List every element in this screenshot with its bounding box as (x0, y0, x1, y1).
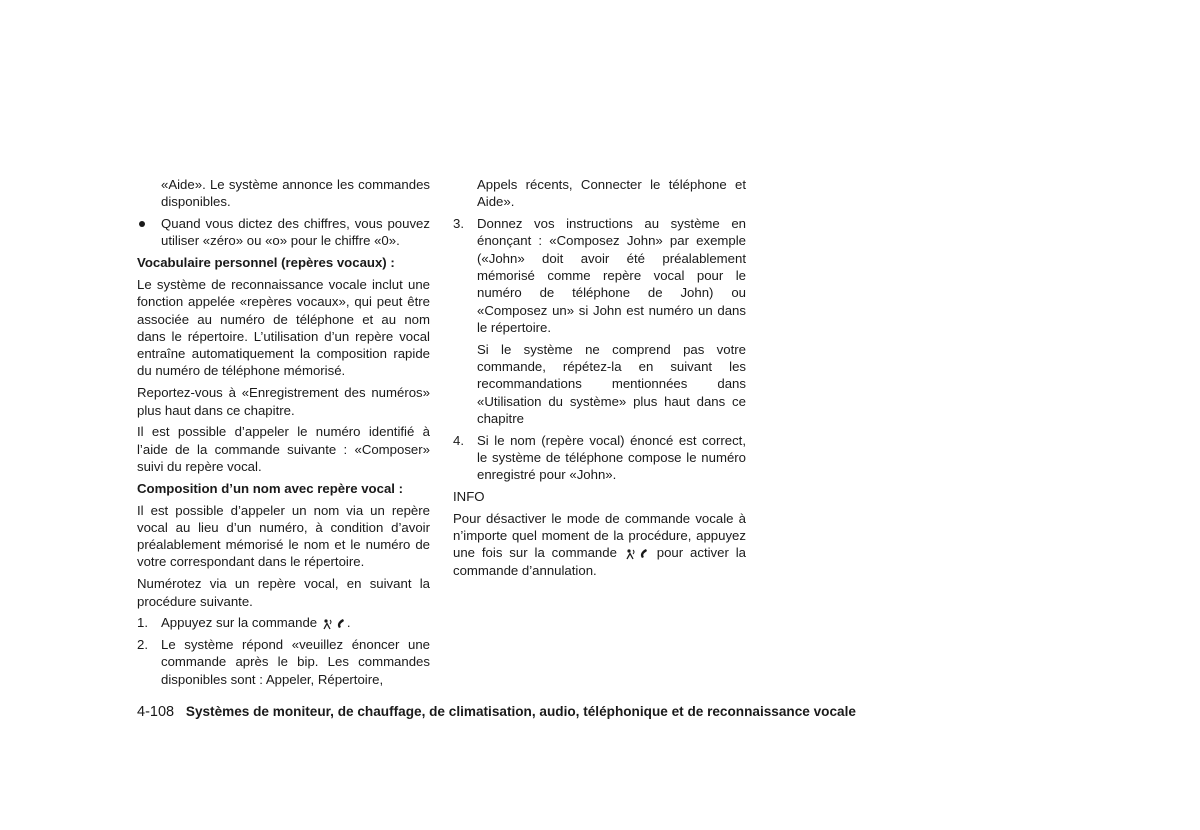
heading-name-dialing: Composition d’un nom avec repère vocal : (137, 480, 404, 496)
step-2 (137, 636, 430, 688)
step-1-text: Appuyez sur la commande (161, 615, 318, 631)
cancel-text-b: pour activer la commande d’annulation. (453, 545, 747, 578)
step-text: Si le nom (repère vocal) énoncé est correct, le système de téléphone compose le numéro enregistré pour «John». (477, 432, 746, 483)
paragraph-retry: Si le système ne comprend pas votre commande, répétez-la en suivant les recommandations mentionnées dans «Utilisation du système» plus haut dans ce chapitre (477, 341, 746, 426)
paragraph-continued: Appels récents, Connecter le téléphone et Aide». (477, 177, 746, 210)
step-text: Le système répond «veuillez énoncer une commande après le bip. Les commandes disponibles sont : Appeler, Répertoire, (161, 637, 430, 687)
chapter-title: Systèmes de moniteur, de chauffage, de climatisation, audio, téléphonique et de reconnaissance vocale (185, 704, 856, 719)
bullet-item-digits (137, 215, 430, 250)
heading-personal-vocabulary: Vocabulaire personnel (repères vocaux) : (137, 255, 395, 271)
step-number: 1. (137, 615, 148, 631)
step-number: 4. (453, 432, 464, 448)
page-number: 4-108 (137, 704, 175, 720)
paragraph-call-name: Il est possible d’appeler un nom via un repère vocal au lieu d’un numéro, à condition d’avoir préalablement mémorisé le nom et le numéro de votre correspondant dans le répertoire. (137, 502, 430, 570)
paragraph-call-number: Il est possible d’appeler le numéro identifié à l’aide de la commande suivante : «Composer» suivi du repère vocal. (137, 424, 430, 474)
step-number: 2. (137, 637, 148, 653)
step-text: Donnez vos instructions au système en énonçant : «Composez John» par exemple («John» doit avoir été préalablement mémorisé comme repère vocal pour le numéro de téléphone de John) ou «Composez un» si John est numéro un dans le répertoire. (477, 216, 746, 335)
paragraph-voice-tags: Le système de reconnaissance vocale inclut une fonction appelée «repères vocaux», qui peut être associée au numéro de téléphone et au nom dans le répertoire. L’utilisation d’un repère vocal entraîne automatiquement la composition rapide du numéro de téléphone mémorisé. (137, 276, 430, 379)
bullet-text: Quand vous dictez des chiffres, vous pouvez utiliser «zéro» ou «o» pour le chiffre «0». (161, 216, 430, 249)
info-label: INFO (453, 489, 485, 505)
cancel-text-a: Pour désactiver le mode de commande vocale à n’importe quel moment de la procédure, appuyez une fois sur la commande (453, 510, 746, 561)
voice-phone-icon (625, 547, 649, 560)
page-footer (137, 704, 856, 720)
step-text (161, 614, 430, 631)
paragraph-refer: Reportez-vous à «Enregistrement des numéros» plus haut dans ce chapitre. (137, 385, 430, 418)
paragraph-procedure: Numérotez via un repère vocal, en suivant la procédure suivante. (137, 576, 430, 609)
voice-phone-icon (322, 617, 346, 630)
paragraph-aide: «Aide». Le système annonce les commandes disponibles. (161, 177, 430, 210)
left-column (137, 176, 430, 693)
step-1 (137, 614, 430, 631)
step-4 (453, 432, 746, 484)
right-column (453, 176, 746, 584)
bullet-marker (137, 215, 161, 250)
step-3 (453, 215, 746, 336)
paragraph-cancel (453, 510, 746, 579)
step-number: 3. (453, 216, 464, 232)
step-1-end: . (346, 615, 351, 631)
